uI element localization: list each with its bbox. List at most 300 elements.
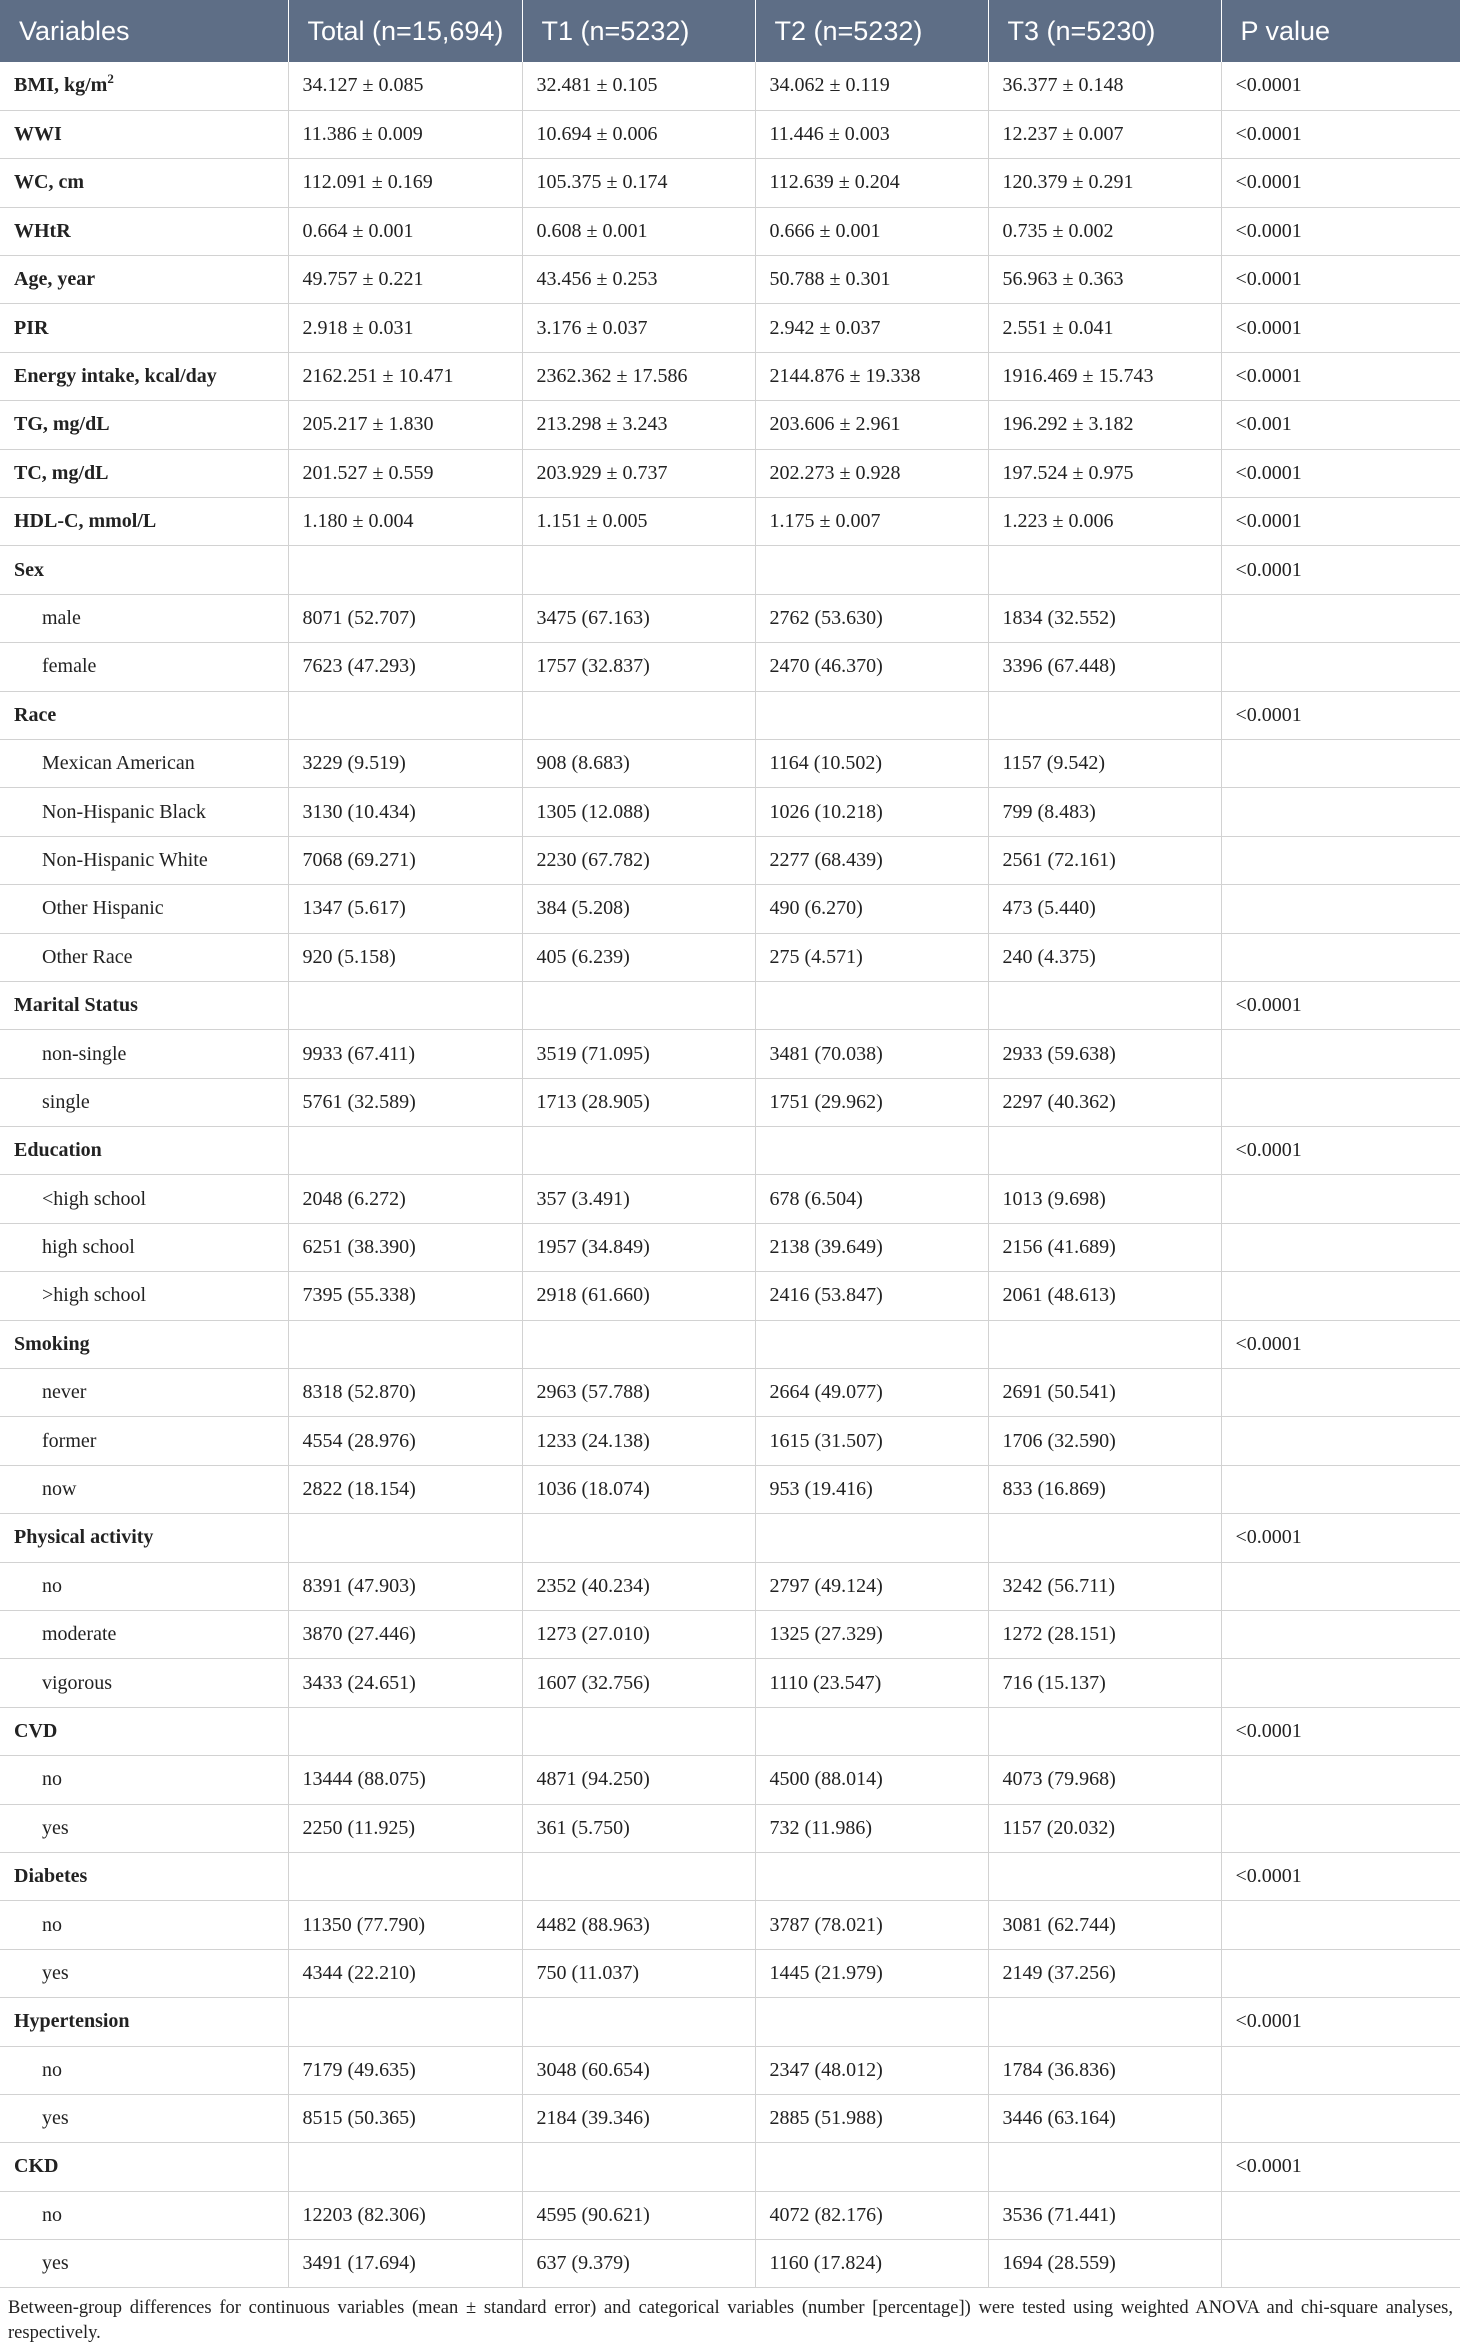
t2-cell: 3787 (78.021)	[755, 1901, 988, 1949]
table-row	[0, 1756, 1460, 1804]
total-cell: 205.217 ± 1.830	[288, 401, 522, 449]
total-cell: 8318 (52.870)	[288, 1369, 522, 1417]
t3-cell: 2.551 ± 0.041	[988, 304, 1221, 352]
table-row	[0, 1949, 1460, 1997]
t1-cell: 10.694 ± 0.006	[522, 110, 755, 158]
table-row	[0, 1127, 1460, 1175]
total-cell: 3491 (17.694)	[288, 2240, 522, 2288]
table-row	[0, 1901, 1460, 1949]
t2-cell: 1445 (21.979)	[755, 1949, 988, 1997]
variable-label-text: yes	[42, 2107, 69, 2130]
t1-cell	[522, 2143, 755, 2191]
t2-cell: 11.446 ± 0.003	[755, 110, 988, 158]
total-cell: 1347 (5.617)	[288, 885, 522, 933]
t3-cell: 1916.469 ± 15.743	[988, 352, 1221, 400]
variable-label	[0, 352, 288, 400]
variable-label-text: yes	[42, 2252, 69, 2275]
t3-cell: 1157 (20.032)	[988, 1804, 1221, 1852]
variable-label	[0, 1998, 288, 2046]
t1-cell	[522, 546, 755, 594]
total-cell: 11.386 ± 0.009	[288, 110, 522, 158]
table-row	[0, 885, 1460, 933]
t2-cell: 2347 (48.012)	[755, 2046, 988, 2094]
total-cell	[288, 546, 522, 594]
header-row	[0, 0, 1460, 62]
p-value-cell: <0.0001	[1221, 159, 1460, 207]
variable-label-text: Other Hispanic	[42, 897, 164, 920]
t3-cell	[988, 1514, 1221, 1562]
t2-cell	[755, 691, 988, 739]
t1-cell	[522, 1998, 755, 2046]
t3-cell: 1694 (28.559)	[988, 2240, 1221, 2288]
t1-cell: 750 (11.037)	[522, 1949, 755, 1997]
t1-cell: 1957 (34.849)	[522, 1223, 755, 1271]
variable-label-text: Energy intake, kcal/day	[14, 365, 217, 388]
table-row	[0, 1804, 1460, 1852]
variable-label	[0, 401, 288, 449]
variable-label	[0, 2094, 288, 2142]
t2-cell: 1160 (17.824)	[755, 2240, 988, 2288]
p-value-cell	[1221, 1756, 1460, 1804]
t2-cell: 4500 (88.014)	[755, 1756, 988, 1804]
t2-cell: 2144.876 ± 19.338	[755, 352, 988, 400]
t2-cell: 2885 (51.988)	[755, 2094, 988, 2142]
variable-label	[0, 546, 288, 594]
variable-label-text: Non-Hispanic White	[42, 848, 208, 871]
t3-cell	[988, 1320, 1221, 1368]
variable-label	[0, 1707, 288, 1755]
variable-label-text: HDL-C, mmol/L	[14, 510, 157, 533]
table-row	[0, 2094, 1460, 2142]
table-row	[0, 739, 1460, 787]
t2-cell: 1026 (10.218)	[755, 788, 988, 836]
table-row	[0, 304, 1460, 352]
variable-label-text: Race	[14, 703, 57, 726]
variable-label	[0, 788, 288, 836]
variable-label	[0, 2046, 288, 2094]
total-cell	[288, 981, 522, 1029]
t3-cell: 2933 (59.638)	[988, 1030, 1221, 1078]
total-cell: 3433 (24.651)	[288, 1659, 522, 1707]
t1-cell: 3048 (60.654)	[522, 2046, 755, 2094]
total-cell: 2.918 ± 0.031	[288, 304, 522, 352]
t1-cell: 3519 (71.095)	[522, 1030, 755, 1078]
table-row	[0, 2046, 1460, 2094]
p-value-cell	[1221, 1078, 1460, 1126]
total-cell	[288, 1707, 522, 1755]
t1-cell: 361 (5.750)	[522, 1804, 755, 1852]
p-value-cell	[1221, 1804, 1460, 1852]
total-cell: 8515 (50.365)	[288, 2094, 522, 2142]
table-row	[0, 1223, 1460, 1271]
p-value-cell	[1221, 1175, 1460, 1223]
t2-cell: 203.606 ± 2.961	[755, 401, 988, 449]
table-row	[0, 981, 1460, 1029]
variable-label-text: PIR	[14, 316, 49, 339]
t3-cell: 0.735 ± 0.002	[988, 207, 1221, 255]
variable-label-text: Diabetes	[14, 1865, 88, 1888]
total-cell: 2822 (18.154)	[288, 1465, 522, 1513]
t2-cell: 1751 (29.962)	[755, 1078, 988, 1126]
t3-cell	[988, 1127, 1221, 1175]
table-row	[0, 2240, 1460, 2288]
p-value-cell: <0.0001	[1221, 1852, 1460, 1900]
table-row	[0, 62, 1460, 110]
t2-cell: 0.666 ± 0.001	[755, 207, 988, 255]
t1-cell	[522, 1707, 755, 1755]
table-row	[0, 110, 1460, 158]
t3-cell: 2297 (40.362)	[988, 1078, 1221, 1126]
superscript: 2	[107, 71, 114, 87]
t1-cell: 213.298 ± 3.243	[522, 401, 755, 449]
total-cell	[288, 1852, 522, 1900]
t3-cell: 1.223 ± 0.006	[988, 498, 1221, 546]
table-row	[0, 1998, 1460, 2046]
total-cell	[288, 1514, 522, 1562]
total-cell: 7395 (55.338)	[288, 1272, 522, 1320]
header-t3: T3 (n=5230)	[988, 0, 1221, 62]
variable-label	[0, 1804, 288, 1852]
variable-label-text: no	[42, 2058, 62, 2081]
table-row	[0, 2191, 1460, 2239]
variable-label-text: WHtR	[14, 219, 71, 242]
variable-label	[0, 1030, 288, 1078]
t3-cell: 12.237 ± 0.007	[988, 110, 1221, 158]
variable-label	[0, 1369, 288, 1417]
variable-label-text: Smoking	[14, 1332, 90, 1355]
t1-cell: 1233 (24.138)	[522, 1417, 755, 1465]
variable-label	[0, 1562, 288, 1610]
variable-label	[0, 933, 288, 981]
variable-label	[0, 836, 288, 884]
t3-cell: 1013 (9.698)	[988, 1175, 1221, 1223]
p-value-cell: <0.0001	[1221, 691, 1460, 739]
t3-cell: 3446 (63.164)	[988, 2094, 1221, 2142]
t2-cell: 2762 (53.630)	[755, 594, 988, 642]
t1-cell: 3475 (67.163)	[522, 594, 755, 642]
t1-cell: 32.481 ± 0.105	[522, 62, 755, 110]
total-cell: 3229 (9.519)	[288, 739, 522, 787]
t1-cell: 4595 (90.621)	[522, 2191, 755, 2239]
variable-label	[0, 981, 288, 1029]
t3-cell: 799 (8.483)	[988, 788, 1221, 836]
table-row	[0, 352, 1460, 400]
variable-label-text: no	[42, 1913, 62, 1936]
table-row	[0, 159, 1460, 207]
p-value-cell: <0.0001	[1221, 546, 1460, 594]
t2-cell	[755, 981, 988, 1029]
p-value-cell: <0.0001	[1221, 2143, 1460, 2191]
t2-cell: 1615 (31.507)	[755, 1417, 988, 1465]
t3-cell	[988, 691, 1221, 739]
t2-cell: 4072 (82.176)	[755, 2191, 988, 2239]
table-row	[0, 1030, 1460, 1078]
total-cell: 920 (5.158)	[288, 933, 522, 981]
t1-cell	[522, 1127, 755, 1175]
t1-cell: 1713 (28.905)	[522, 1078, 755, 1126]
table-row	[0, 1175, 1460, 1223]
p-value-cell: <0.0001	[1221, 1127, 1460, 1175]
t2-cell	[755, 1514, 988, 1562]
t3-cell: 1272 (28.151)	[988, 1611, 1221, 1659]
variable-label	[0, 498, 288, 546]
t2-cell: 490 (6.270)	[755, 885, 988, 933]
table-row	[0, 1078, 1460, 1126]
p-value-cell: <0.0001	[1221, 352, 1460, 400]
table-row	[0, 1852, 1460, 1900]
table-row	[0, 1417, 1460, 1465]
t3-cell: 3081 (62.744)	[988, 1901, 1221, 1949]
t3-cell: 240 (4.375)	[988, 933, 1221, 981]
t2-cell: 1164 (10.502)	[755, 739, 988, 787]
total-cell: 112.091 ± 0.169	[288, 159, 522, 207]
t3-cell: 716 (15.137)	[988, 1659, 1221, 1707]
table-row	[0, 449, 1460, 497]
t1-cell: 1036 (18.074)	[522, 1465, 755, 1513]
p-value-cell	[1221, 2094, 1460, 2142]
variable-label-text: non-single	[42, 1042, 127, 1065]
variable-label	[0, 256, 288, 304]
total-cell: 8071 (52.707)	[288, 594, 522, 642]
variable-label-text: female	[42, 655, 97, 678]
table-row	[0, 643, 1460, 691]
total-cell	[288, 1127, 522, 1175]
t3-cell: 120.379 ± 0.291	[988, 159, 1221, 207]
variable-label-text: TC, mg/dL	[14, 461, 109, 484]
t2-cell: 34.062 ± 0.119	[755, 62, 988, 110]
p-value-cell	[1221, 1465, 1460, 1513]
variable-label	[0, 1417, 288, 1465]
p-value-cell: <0.0001	[1221, 207, 1460, 255]
variable-label	[0, 2143, 288, 2191]
p-value-cell	[1221, 2240, 1460, 2288]
t1-cell	[522, 1514, 755, 1562]
t1-cell: 384 (5.208)	[522, 885, 755, 933]
variable-label	[0, 1175, 288, 1223]
table-row	[0, 788, 1460, 836]
t2-cell: 732 (11.986)	[755, 1804, 988, 1852]
t1-cell: 203.929 ± 0.737	[522, 449, 755, 497]
total-cell: 2162.251 ± 10.471	[288, 352, 522, 400]
total-cell	[288, 1998, 522, 2046]
t3-cell: 56.963 ± 0.363	[988, 256, 1221, 304]
variable-label-text: Mexican American	[42, 752, 195, 775]
table-row	[0, 1562, 1460, 1610]
variable-label-text: Sex	[14, 558, 44, 581]
total-cell: 1.180 ± 0.004	[288, 498, 522, 546]
table-row	[0, 691, 1460, 739]
total-cell: 4344 (22.210)	[288, 1949, 522, 1997]
variable-label-text: no	[42, 1768, 62, 1791]
table-row	[0, 207, 1460, 255]
t1-cell: 1.151 ± 0.005	[522, 498, 755, 546]
t3-cell: 473 (5.440)	[988, 885, 1221, 933]
p-value-cell	[1221, 1659, 1460, 1707]
total-cell: 2048 (6.272)	[288, 1175, 522, 1223]
variable-label	[0, 1465, 288, 1513]
variable-label	[0, 1949, 288, 1997]
p-value-cell	[1221, 1611, 1460, 1659]
t2-cell: 202.273 ± 0.928	[755, 449, 988, 497]
table-row	[0, 594, 1460, 642]
variable-label-text: CVD	[14, 1719, 58, 1742]
t1-cell: 1607 (32.756)	[522, 1659, 755, 1707]
t3-cell: 4073 (79.968)	[988, 1756, 1221, 1804]
t1-cell: 908 (8.683)	[522, 739, 755, 787]
variable-label	[0, 1272, 288, 1320]
p-value-cell: <0.0001	[1221, 62, 1460, 110]
p-value-cell: <0.0001	[1221, 256, 1460, 304]
variable-label-text: former	[42, 1429, 97, 1452]
t3-cell: 3242 (56.711)	[988, 1562, 1221, 1610]
p-value-cell: <0.0001	[1221, 1707, 1460, 1755]
t3-cell: 2149 (37.256)	[988, 1949, 1221, 1997]
variable-label	[0, 1127, 288, 1175]
variable-label-text: moderate	[42, 1623, 117, 1646]
p-value-cell	[1221, 594, 1460, 642]
t3-cell: 1157 (9.542)	[988, 739, 1221, 787]
table-row	[0, 1514, 1460, 1562]
t3-cell	[988, 1998, 1221, 2046]
t2-cell	[755, 546, 988, 594]
variable-label-text: >high school	[42, 1284, 147, 1307]
p-value-cell	[1221, 1417, 1460, 1465]
variable-label	[0, 1756, 288, 1804]
t3-cell: 1784 (36.836)	[988, 2046, 1221, 2094]
p-value-cell: <0.0001	[1221, 110, 1460, 158]
variable-label	[0, 449, 288, 497]
t3-cell: 36.377 ± 0.148	[988, 62, 1221, 110]
p-value-cell: <0.0001	[1221, 1320, 1460, 1368]
t1-cell: 405 (6.239)	[522, 933, 755, 981]
t2-cell: 678 (6.504)	[755, 1175, 988, 1223]
t3-cell: 196.292 ± 3.182	[988, 401, 1221, 449]
t1-cell: 0.608 ± 0.001	[522, 207, 755, 255]
t1-cell: 2230 (67.782)	[522, 836, 755, 884]
variable-label-text: single	[42, 1090, 90, 1113]
total-cell: 7623 (47.293)	[288, 643, 522, 691]
t3-cell	[988, 1707, 1221, 1755]
t1-cell: 1757 (32.837)	[522, 643, 755, 691]
variable-label	[0, 594, 288, 642]
variable-label-text: Age, year	[14, 268, 96, 291]
header-t1: T1 (n=5232)	[522, 0, 755, 62]
variable-label-text: male	[42, 606, 81, 629]
table-row	[0, 933, 1460, 981]
total-cell	[288, 1320, 522, 1368]
variable-label	[0, 691, 288, 739]
t3-cell: 3536 (71.441)	[988, 2191, 1221, 2239]
variable-label	[0, 1320, 288, 1368]
t2-cell: 2.942 ± 0.037	[755, 304, 988, 352]
variable-label-text: no	[42, 1574, 62, 1597]
total-cell: 0.664 ± 0.001	[288, 207, 522, 255]
t3-cell: 1834 (32.552)	[988, 594, 1221, 642]
table-row	[0, 1465, 1460, 1513]
total-cell: 2250 (11.925)	[288, 1804, 522, 1852]
t2-cell: 2138 (39.649)	[755, 1223, 988, 1271]
t2-cell: 275 (4.571)	[755, 933, 988, 981]
t3-cell	[988, 981, 1221, 1029]
variable-label-text: vigorous	[42, 1671, 112, 1694]
variable-label-text: yes	[42, 1961, 69, 1984]
variable-label	[0, 1078, 288, 1126]
t3-cell	[988, 1852, 1221, 1900]
total-cell: 3130 (10.434)	[288, 788, 522, 836]
t1-cell: 637 (9.379)	[522, 2240, 755, 2288]
p-value-cell	[1221, 1272, 1460, 1320]
p-value-cell: <0.0001	[1221, 1998, 1460, 2046]
total-cell: 4554 (28.976)	[288, 1417, 522, 1465]
t2-cell	[755, 1852, 988, 1900]
total-cell: 6251 (38.390)	[288, 1223, 522, 1271]
variable-label	[0, 1852, 288, 1900]
t1-cell	[522, 691, 755, 739]
variable-label-text: CKD	[14, 2155, 59, 2178]
variable-label-text: Non-Hispanic Black	[42, 800, 206, 823]
t2-cell	[755, 1127, 988, 1175]
p-value-cell	[1221, 1369, 1460, 1417]
p-value-cell: <0.0001	[1221, 1514, 1460, 1562]
table-body	[0, 62, 1460, 2288]
t1-cell: 1305 (12.088)	[522, 788, 755, 836]
p-value-cell: <0.0001	[1221, 304, 1460, 352]
t3-cell: 3396 (67.448)	[988, 643, 1221, 691]
t1-cell: 1273 (27.010)	[522, 1611, 755, 1659]
p-value-cell: <0.0001	[1221, 981, 1460, 1029]
p-value-cell	[1221, 2191, 1460, 2239]
p-value-cell	[1221, 643, 1460, 691]
t2-cell	[755, 1998, 988, 2046]
variable-label	[0, 1901, 288, 1949]
variable-label	[0, 62, 288, 110]
total-cell	[288, 2143, 522, 2191]
t2-cell: 2470 (46.370)	[755, 643, 988, 691]
p-value-cell	[1221, 1949, 1460, 1997]
variable-label-text: BMI, kg/m	[14, 74, 108, 97]
p-value-cell	[1221, 2046, 1460, 2094]
t3-cell	[988, 546, 1221, 594]
variable-label-text: now	[42, 1478, 77, 1501]
table-footnote: Between-group differences for continuous variables (mean ± standard error) and categorical variables (number [percentage]) were tested using weighted ANOVA and chi-square analyses, respectively.	[8, 2298, 1453, 2344]
t2-cell: 1.175 ± 0.007	[755, 498, 988, 546]
t3-cell: 2691 (50.541)	[988, 1369, 1221, 1417]
total-cell: 7179 (49.635)	[288, 2046, 522, 2094]
p-value-cell	[1221, 885, 1460, 933]
variable-label	[0, 304, 288, 352]
p-value-cell: <0.0001	[1221, 449, 1460, 497]
total-cell: 3870 (27.446)	[288, 1611, 522, 1659]
variable-label	[0, 1514, 288, 1562]
t3-cell: 833 (16.869)	[988, 1465, 1221, 1513]
variable-label	[0, 2191, 288, 2239]
total-cell: 13444 (88.075)	[288, 1756, 522, 1804]
table-row	[0, 1707, 1460, 1755]
t2-cell: 953 (19.416)	[755, 1465, 988, 1513]
p-value-cell	[1221, 788, 1460, 836]
variable-label	[0, 739, 288, 787]
p-value-cell	[1221, 1901, 1460, 1949]
table-row	[0, 256, 1460, 304]
variable-label	[0, 643, 288, 691]
p-value-cell	[1221, 1562, 1460, 1610]
variable-label	[0, 110, 288, 158]
p-value-cell	[1221, 1030, 1460, 1078]
t1-cell: 2918 (61.660)	[522, 1272, 755, 1320]
t3-cell: 2156 (41.689)	[988, 1223, 1221, 1271]
t3-cell	[988, 2143, 1221, 2191]
t1-cell: 105.375 ± 0.174	[522, 159, 755, 207]
